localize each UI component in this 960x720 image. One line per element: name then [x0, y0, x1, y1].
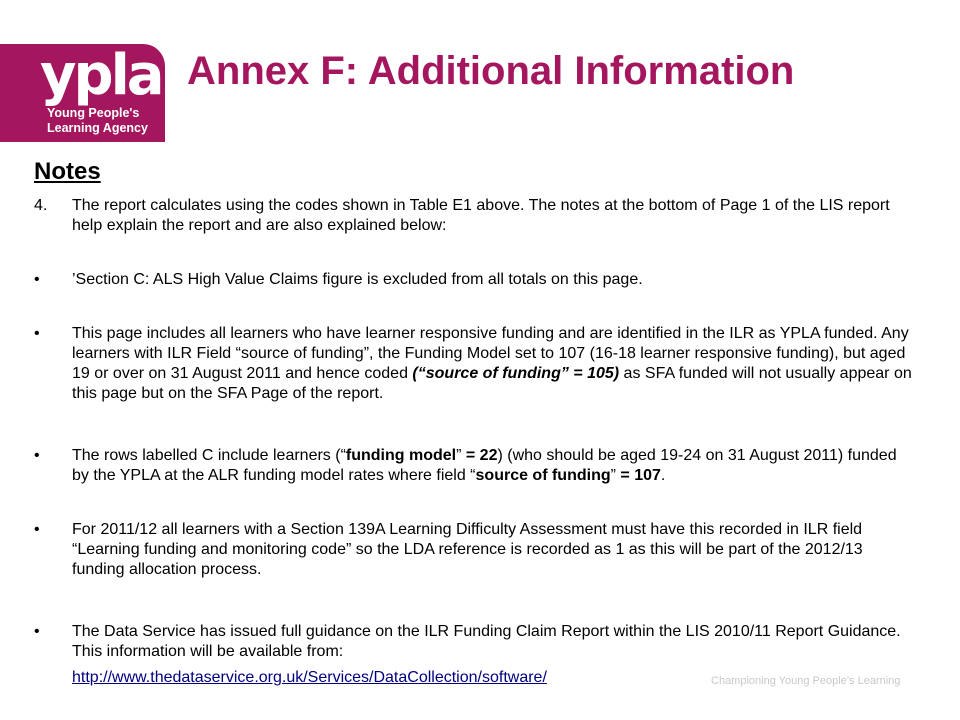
text-run-bold: = 22 [465, 447, 498, 464]
bullet-marker: • [34, 271, 40, 288]
bullet-data-service [34, 622, 914, 662]
text-run: as SFA funded will not usually appear on this page but on the SFA Page of the report. [72, 365, 912, 402]
footer-tagline: Championing Young People’s Learning [711, 675, 901, 687]
bullet-text: For 2011/12 all learners with a Section 139A Learning Difficulty Assessment must have this recorded in ILR field “Learning funding and monitoring code” so the LDA reference is recorded as 1 as this will be part of the 2012/13 funding allocation process. [72, 521, 863, 578]
logo-line-2: Learning Agency [47, 121, 148, 135]
text-run-bold: source of funding [475, 467, 611, 484]
bullet-marker: • [34, 521, 40, 538]
notes-heading: Notes [34, 158, 101, 185]
bullet-marker: • [34, 447, 40, 464]
bullet-text [72, 324, 914, 404]
logo-line-1: Young People's [47, 106, 140, 120]
text-run: ” [456, 447, 466, 464]
text-run: ) (who should be aged 19-24 on 31 August 2011) funded by the YPLA at the ALR funding model rates where field “ [72, 447, 897, 484]
text-run: The rows labelled C include learners (“ [72, 447, 346, 464]
text-run: . [660, 467, 666, 484]
bullet-marker: • [34, 325, 40, 342]
text-run-bold: = 107 [620, 467, 661, 484]
note-item-4 [34, 196, 914, 236]
logo-wordmark: ypla [40, 43, 162, 108]
bullet-als-claims [34, 270, 914, 290]
bullet-rows-c [34, 446, 914, 486]
text-run: This page includes all learners who have learner responsive funding and are identified in the ILR as YPLA funded. Any learners with ILR Field “source of funding”, the Funding Model set to 107 (16-18 learner responsive funding), but aged 19 or over on 31 August 2011 and hence coded [72, 325, 909, 382]
page-title: Annex F: Additional Information [187, 49, 795, 93]
ypla-logo [0, 44, 165, 142]
logo-subtitle [47, 106, 148, 136]
bullet-text: The Data Service has issued full guidance on the ILR Funding Claim Report within the LIS 2010/11 Report Guidance. This information will be available from: [72, 623, 901, 660]
data-service-link[interactable]: http://www.thedataservice.org.uk/Services/DataCollection/software/ [72, 669, 547, 686]
bullet-ypla-funded [34, 324, 914, 404]
bullet-marker: • [34, 623, 40, 640]
text-run: ” [610, 467, 621, 484]
bullet-text [72, 446, 914, 486]
text-run-bold: funding model [345, 447, 457, 464]
item-text: The report calculates using the codes shown in Table E1 above. The notes at the bottom of Page 1 of the LIS report help explain the report and are also explained below: [72, 197, 890, 234]
bullet-text: ’Section C: ALS High Value Claims figure is excluded from all totals on this page. [72, 271, 643, 288]
text-run-bold-italic: (“source of funding” = 105) [412, 365, 620, 382]
item-number: 4. [34, 197, 48, 214]
bullet-lda [34, 520, 914, 580]
